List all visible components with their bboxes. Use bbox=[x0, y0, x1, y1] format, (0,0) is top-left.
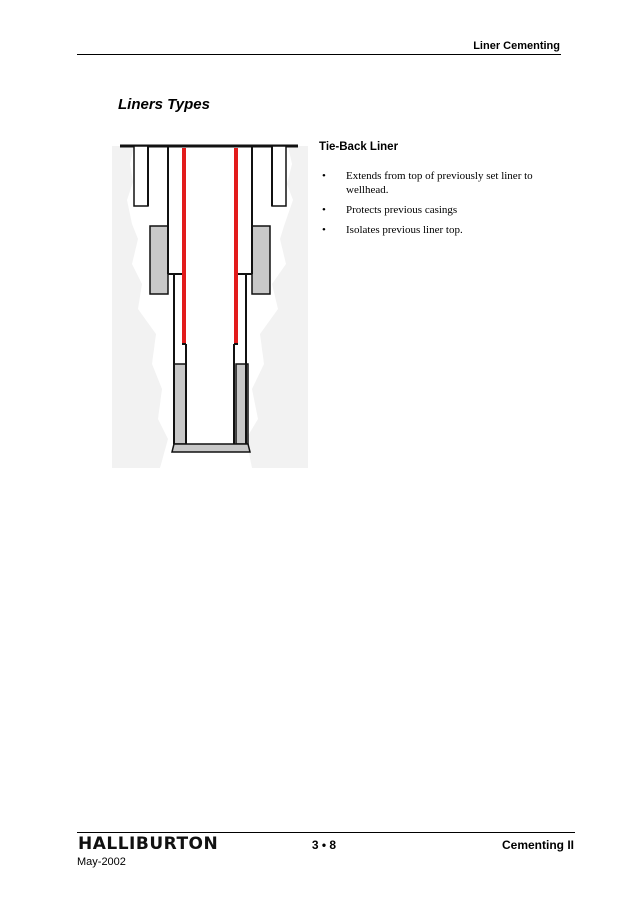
page-number: 3 • 8 bbox=[311, 838, 337, 852]
bullet-icon: • bbox=[322, 170, 326, 182]
footer-rule bbox=[77, 832, 575, 833]
cement-right-upper bbox=[272, 146, 286, 206]
bullet-icon: • bbox=[322, 224, 326, 236]
document-title: Cementing II bbox=[501, 838, 574, 852]
header-rule bbox=[77, 54, 561, 55]
bullet-list bbox=[322, 169, 562, 243]
cement-right-mid bbox=[252, 226, 270, 294]
tieback-liner-right bbox=[234, 148, 238, 344]
tieback-liner-diagram bbox=[112, 134, 308, 468]
list-item: • Isolates previous liner top. bbox=[322, 224, 463, 236]
header-title: Liner Cementing bbox=[473, 40, 560, 52]
halliburton-logo: HALLIBURTON bbox=[78, 834, 219, 854]
cement-left-mid bbox=[150, 226, 168, 294]
bullet-icon: • bbox=[322, 204, 326, 216]
section-title: Liners Types bbox=[118, 96, 210, 113]
cement-left-upper bbox=[134, 146, 148, 206]
tieback-liner-heading: Tie-Back Liner bbox=[319, 141, 399, 153]
cement-left-lower bbox=[174, 364, 186, 444]
tieback-liner-left bbox=[182, 148, 186, 344]
document-date: May-2002 bbox=[77, 856, 126, 868]
list-item: • Extends from top of previously set liner to wellhead. bbox=[322, 170, 533, 196]
list-item: • Protects previous casings bbox=[322, 204, 458, 216]
liner-shoe bbox=[172, 444, 250, 452]
